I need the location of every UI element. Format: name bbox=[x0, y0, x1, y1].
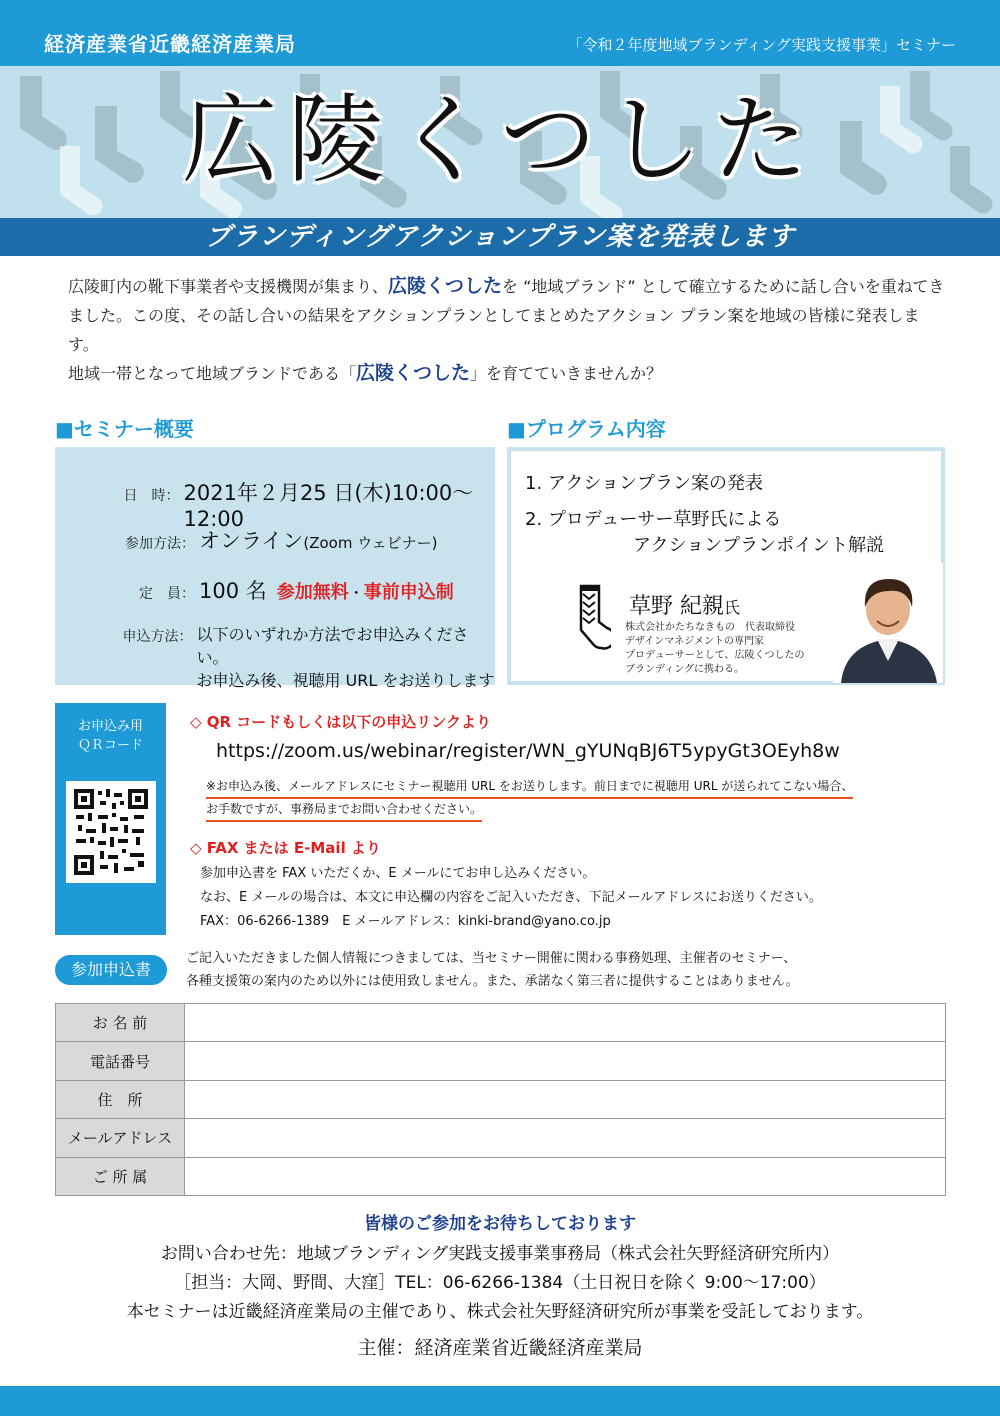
hero-subtitle: ブランディングアクションプラン案を発表します bbox=[0, 218, 1000, 256]
url-note: ※お申込み後、メールアドレスにセミナー視聴用 URL をお送りします。前日までに視聴用 URL が送られてこない場合、 お手数ですが、事務局までお問い合わせください。 bbox=[206, 776, 853, 822]
application-form-table bbox=[55, 1003, 946, 1196]
program-item-1: 1. アクションプラン案の発表 bbox=[525, 473, 763, 494]
speaker-photo bbox=[833, 563, 943, 683]
method-row bbox=[55, 525, 495, 555]
brand-highlight: 広陵くつした bbox=[356, 362, 471, 384]
form-row-name bbox=[56, 1004, 946, 1042]
qr-code-icon bbox=[74, 789, 148, 875]
form-row-affiliation bbox=[56, 1157, 946, 1195]
phone-field[interactable] bbox=[185, 1042, 946, 1080]
overview-heading: ■セミナー概要 bbox=[55, 417, 194, 441]
intro-paragraph-1: 広陵町内の靴下事業者や支援機関が集まり、広陵くつしたを “地域ブランド” として確立するために話し合いを重ねてきました。この度、その話し合いの結果をアクションプランとしてまとめたアクション プラン案を地域の皆様に発表します。 bbox=[68, 275, 945, 354]
datetime-value: 2021年２月25 日(木)10:00～12:00 bbox=[183, 481, 474, 531]
capacity-row bbox=[55, 575, 495, 605]
program-heading: ■プログラム内容 bbox=[507, 417, 666, 441]
top-header-bar bbox=[0, 0, 1000, 66]
form-label-name: お 名 前 bbox=[56, 1004, 185, 1042]
closing-message: 皆様のご参加をお待ちしております bbox=[364, 1214, 636, 1234]
qr-label: お申込み用 ＱＲコード bbox=[77, 719, 143, 753]
method-label: 参加方法： bbox=[125, 536, 195, 552]
fax-email-heading: ◇ FAX または E-Mail より bbox=[190, 839, 381, 857]
apply-method-text: 以下のいずれか方法でお申込みください。 お申込み後、視聴用 URL をお送りします bbox=[196, 625, 495, 690]
free-badge: 参加無料 bbox=[276, 582, 349, 603]
method-value: オンライン bbox=[199, 529, 304, 553]
project-name: 「令和２年度地域ブランディング実践支援事業」セミナー bbox=[567, 36, 956, 54]
affiliation-field[interactable] bbox=[185, 1157, 946, 1195]
fax-email-instructions: 参加申込書を FAX いただくか、E メールにてお申し込みください。 なお、E メールの場合は、本文に申込欄の内容をご記入いただき、下記メールアドレスにお送りください。 FAX：06-6266-1389 E メールアドレス：kinki-brand@yano.co.jp bbox=[200, 862, 822, 934]
capacity-separator: ・ bbox=[348, 584, 364, 602]
registration-link[interactable]: https://zoom.us/webinar/register/WN_gYUNqBJ6T5ypyGt3OEyh8w bbox=[216, 740, 840, 762]
program-item-2: 2. プロデューサー草野氏による bbox=[525, 509, 782, 530]
qr-link-heading: ◇ QR コードもしくは以下の申込リンクより bbox=[190, 713, 491, 731]
hero-title: 広陵くつした bbox=[182, 84, 818, 196]
datetime-row bbox=[55, 477, 495, 531]
intro-text bbox=[68, 272, 948, 388]
form-row-email bbox=[56, 1119, 946, 1157]
qr-panel bbox=[55, 703, 166, 935]
apply-method-row bbox=[55, 623, 495, 692]
form-label-email: メールアドレス bbox=[56, 1119, 185, 1157]
program-item-2-detail: アクションプランポイント解説 bbox=[633, 535, 885, 556]
capacity-label: 定 員： bbox=[139, 586, 195, 602]
hero-banner bbox=[0, 66, 1000, 218]
method-sub: (Zoom ウェビナー) bbox=[303, 534, 438, 552]
application-form-tag: 参加申込書 bbox=[55, 955, 167, 985]
brand-highlight: 広陵くつした bbox=[388, 275, 503, 297]
contact-info: お問い合わせ先：地域ブランディング実践支援事業事務局（株式会社矢野経済研究所内） ［担当：大岡、野間、大窪］TEL：06-6266-1384（土日祝日を除く 9:00～17:00） 本セミナーは近畿経済産業局の主催であり、株式会社矢野経済研究所が事業を受託しております。 bbox=[126, 1244, 874, 1322]
form-row-address bbox=[56, 1080, 946, 1118]
fax-email-contact[interactable]: FAX：06-6266-1389 E メールアドレス：kinki-brand@yano.co.jp bbox=[200, 914, 611, 929]
apply-method-label: 申込方法： bbox=[122, 629, 193, 645]
capacity-value: 100 名 bbox=[199, 579, 267, 603]
organizer-name: 経済産業省近畿経済産業局 bbox=[44, 32, 296, 56]
privacy-notice: ご記入いただきました個人情報につきましては、当セミナー開催に関わる事務処理、主催者のセミナー、 各種支援策の案内のため以外には使用致しません。また、承諾なく第三者に提供することはありません。 bbox=[186, 951, 799, 989]
speaker-name: 草野 紀親氏 bbox=[629, 594, 741, 619]
form-row-phone bbox=[56, 1042, 946, 1080]
host-organization: 主催：経済産業省近畿経済産業局 bbox=[357, 1337, 643, 1359]
bottom-bar bbox=[0, 1386, 1000, 1416]
datetime-label: 日 時： bbox=[123, 488, 180, 504]
registration-badge: 事前申込制 bbox=[363, 582, 454, 603]
address-field[interactable] bbox=[185, 1080, 946, 1118]
form-label-phone: 電話番号 bbox=[56, 1042, 185, 1080]
sock-icon bbox=[571, 584, 611, 654]
program-panel bbox=[507, 447, 945, 685]
form-label-address: 住 所 bbox=[56, 1080, 185, 1118]
qr-code[interactable] bbox=[66, 781, 156, 883]
email-field[interactable] bbox=[185, 1119, 946, 1157]
intro-paragraph-2: 地域一帯となって地域ブランドである「広陵くつした」を育てていきませんか？ bbox=[68, 362, 663, 384]
form-label-affiliation: ご 所 属 bbox=[56, 1157, 185, 1195]
name-field[interactable] bbox=[185, 1004, 946, 1042]
speaker-description: 株式会社かたちなきもの 代表取締役 デザインマネジメントの専門家 プロデューサーとして、広陵くつしたの ブランディングに携わる。 bbox=[625, 622, 805, 675]
overview-panel bbox=[55, 447, 495, 690]
